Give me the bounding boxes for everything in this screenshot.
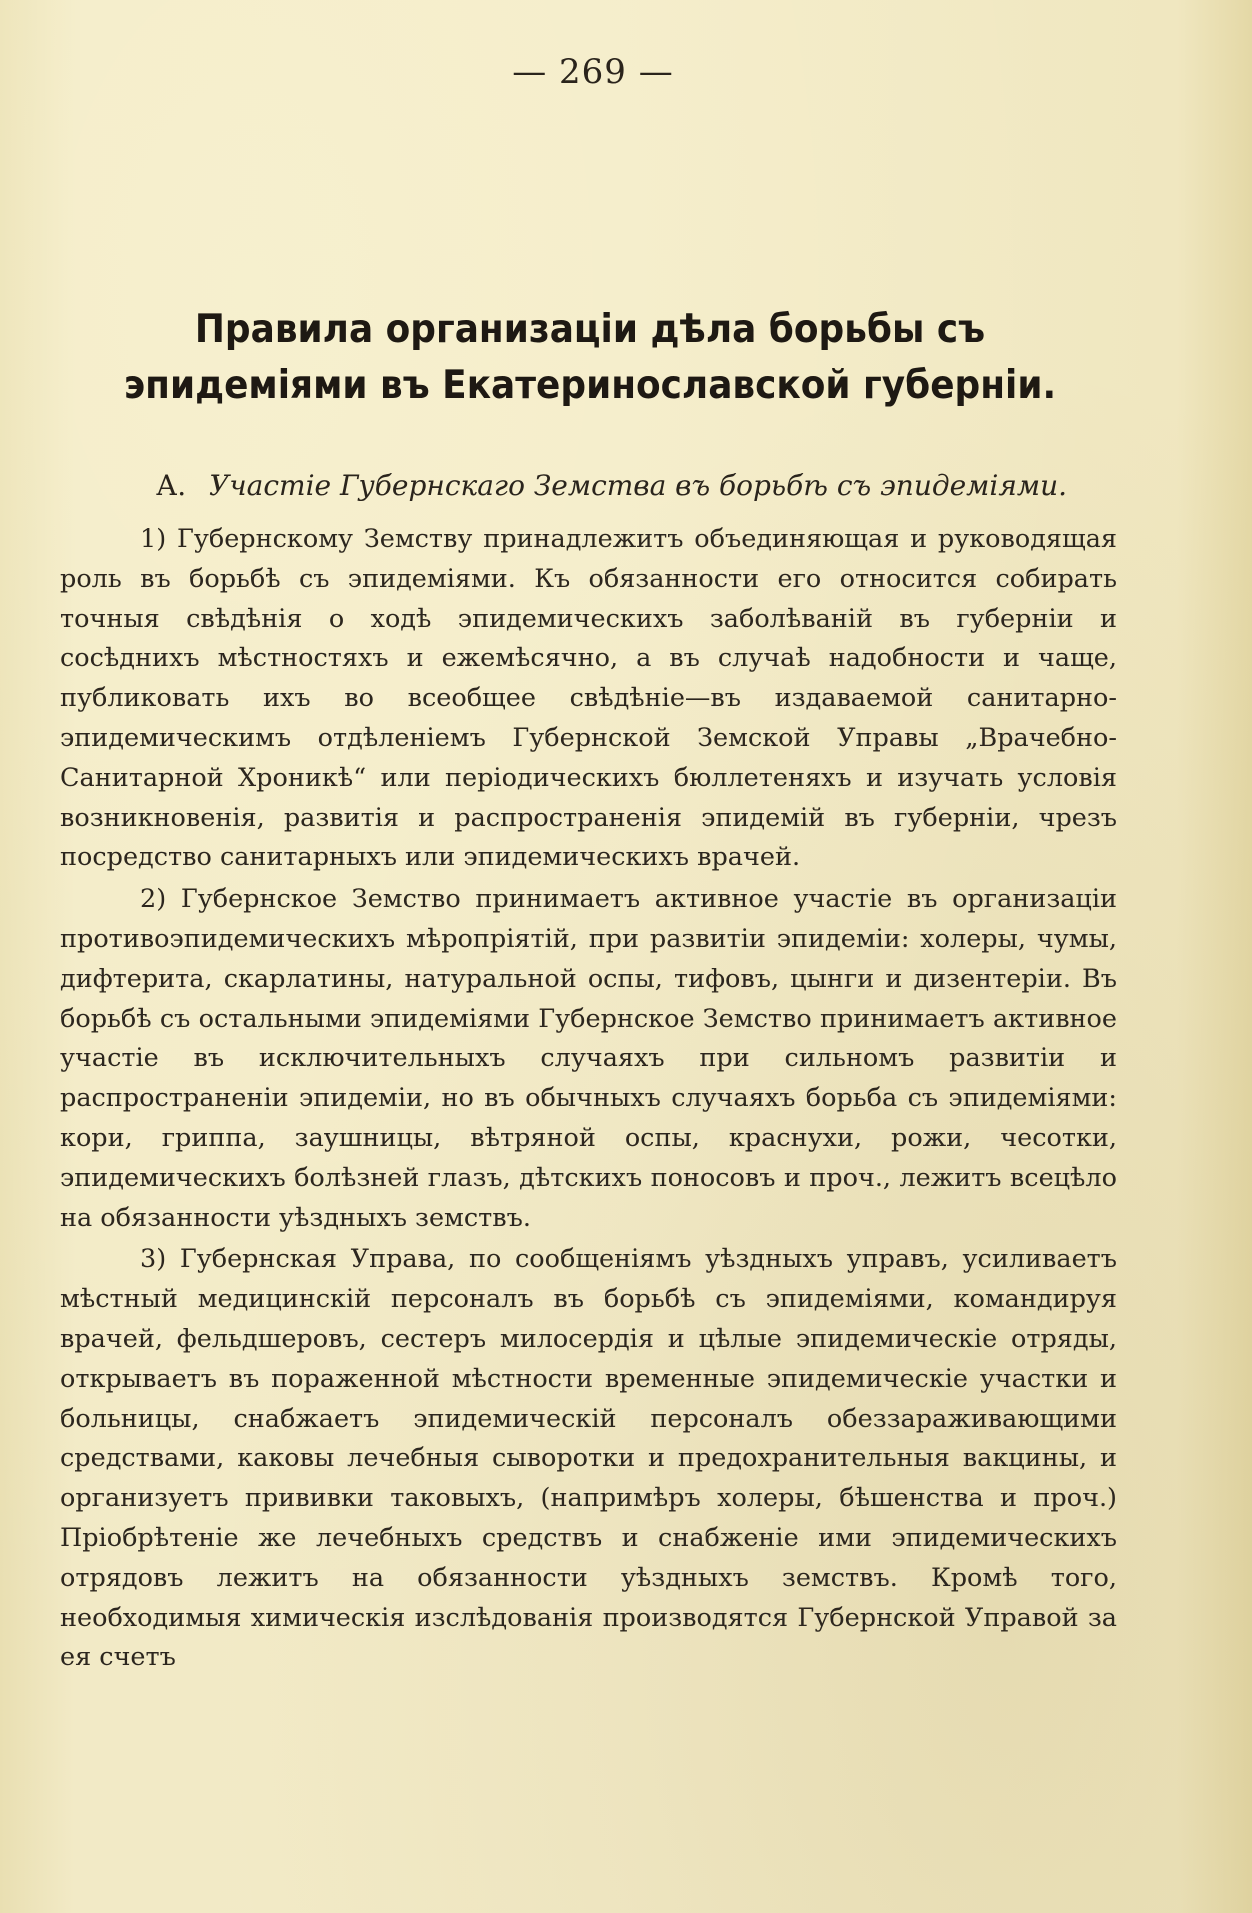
paragraph-3: 3) Губернская Управа, по сообщенiямъ уѣздныхъ управъ, усиливаетъ мѣстный медицинскiй персоналъ въ борьбѣ съ эпидемiями, командируя врачей, фельдшеровъ, сестеръ милосердiя и цѣлые эпидемическiе отряды, открываетъ въ пораженной мѣстности временные эпидемическiе участки и больницы, снабжаетъ эпидемическiй персоналъ обеззараживающими средствами, каковы лечебныя сыворотки и предохранительныя вакцины, и организуетъ прививки таковыхъ, (напримѣръ холеры, бѣшенства и проч.) Прiобрѣтенiе же лечебныхъ средствъ и снабженiе ими эпидемическихъ отрядовъ лежитъ на обязанности уѣздныхъ земствъ. Кромѣ того, необходимыя химическiя изслѣдованiя производятся Губернской Управой за ея счетъ xyxy=(60,1244,1117,1673)
section-heading xyxy=(60,466,1185,506)
page-number: — 269 — xyxy=(512,52,674,92)
section-heading-text: Участiе Губернскаго Земства въ борьбѣ съ эпидемiями. xyxy=(209,469,1068,502)
body-text xyxy=(60,520,1117,1680)
document-title: Правила организацiи дѣла борьбы съ эпидемiями въ Екатеринославской губернiи. xyxy=(123,307,1057,408)
paragraph-1: 1) Губернскому Земству принадлежитъ объединяющая и руководящая роль въ борьбѣ съ эпидемiями. Къ обязанности его относится собирать точныя свѣдѣнiя о ходѣ эпидемическихъ заболѣванiй въ губернiи и сосѣднихъ мѣстностяхъ и ежемѣсячно, а въ случаѣ надобности и чаще, публиковать ихъ во всеобщее свѣдѣнiе—въ издаваемой санитарно-эпидемическимъ отдѣленiемъ Губернской Земской Управы „Врачебно-Санитарной Хроникѣ“ или перiодическихъ бюллетеняхъ и изучать условiя возникновенiя, развитiя и распространенiя эпидемiй въ губернiи, чрезъ посредство санитарныхъ или эпидемическихъ врачей. xyxy=(60,524,1117,873)
paragraph-2: 2) Губернское Земство принимаетъ активное участiе въ организацiи противоэпидемическихъ мѣропрiятiй, при развитiи эпидемiи: холеры, чумы, дифтерита, скарлатины, натуральной оспы, тифовъ, цынги и дизентерiи. Въ борьбѣ съ остальными эпидемiями Губернское Земство принимаетъ активное участiе въ исключительныхъ случаяхъ при сильномъ развитiи и распространенiи эпидемiи, но въ обычныхъ случаяхъ борьба съ эпидемiями: кори, гриппа, заушницы, вѣтряной оспы, краснухи, рожи, чесотки, эпидемическихъ болѣзней глазъ, дѣтскихъ поносовъ и проч., лежитъ всецѣло на обязанности уѣздныхъ земствъ. xyxy=(60,884,1117,1233)
section-letter: А. xyxy=(156,469,187,502)
